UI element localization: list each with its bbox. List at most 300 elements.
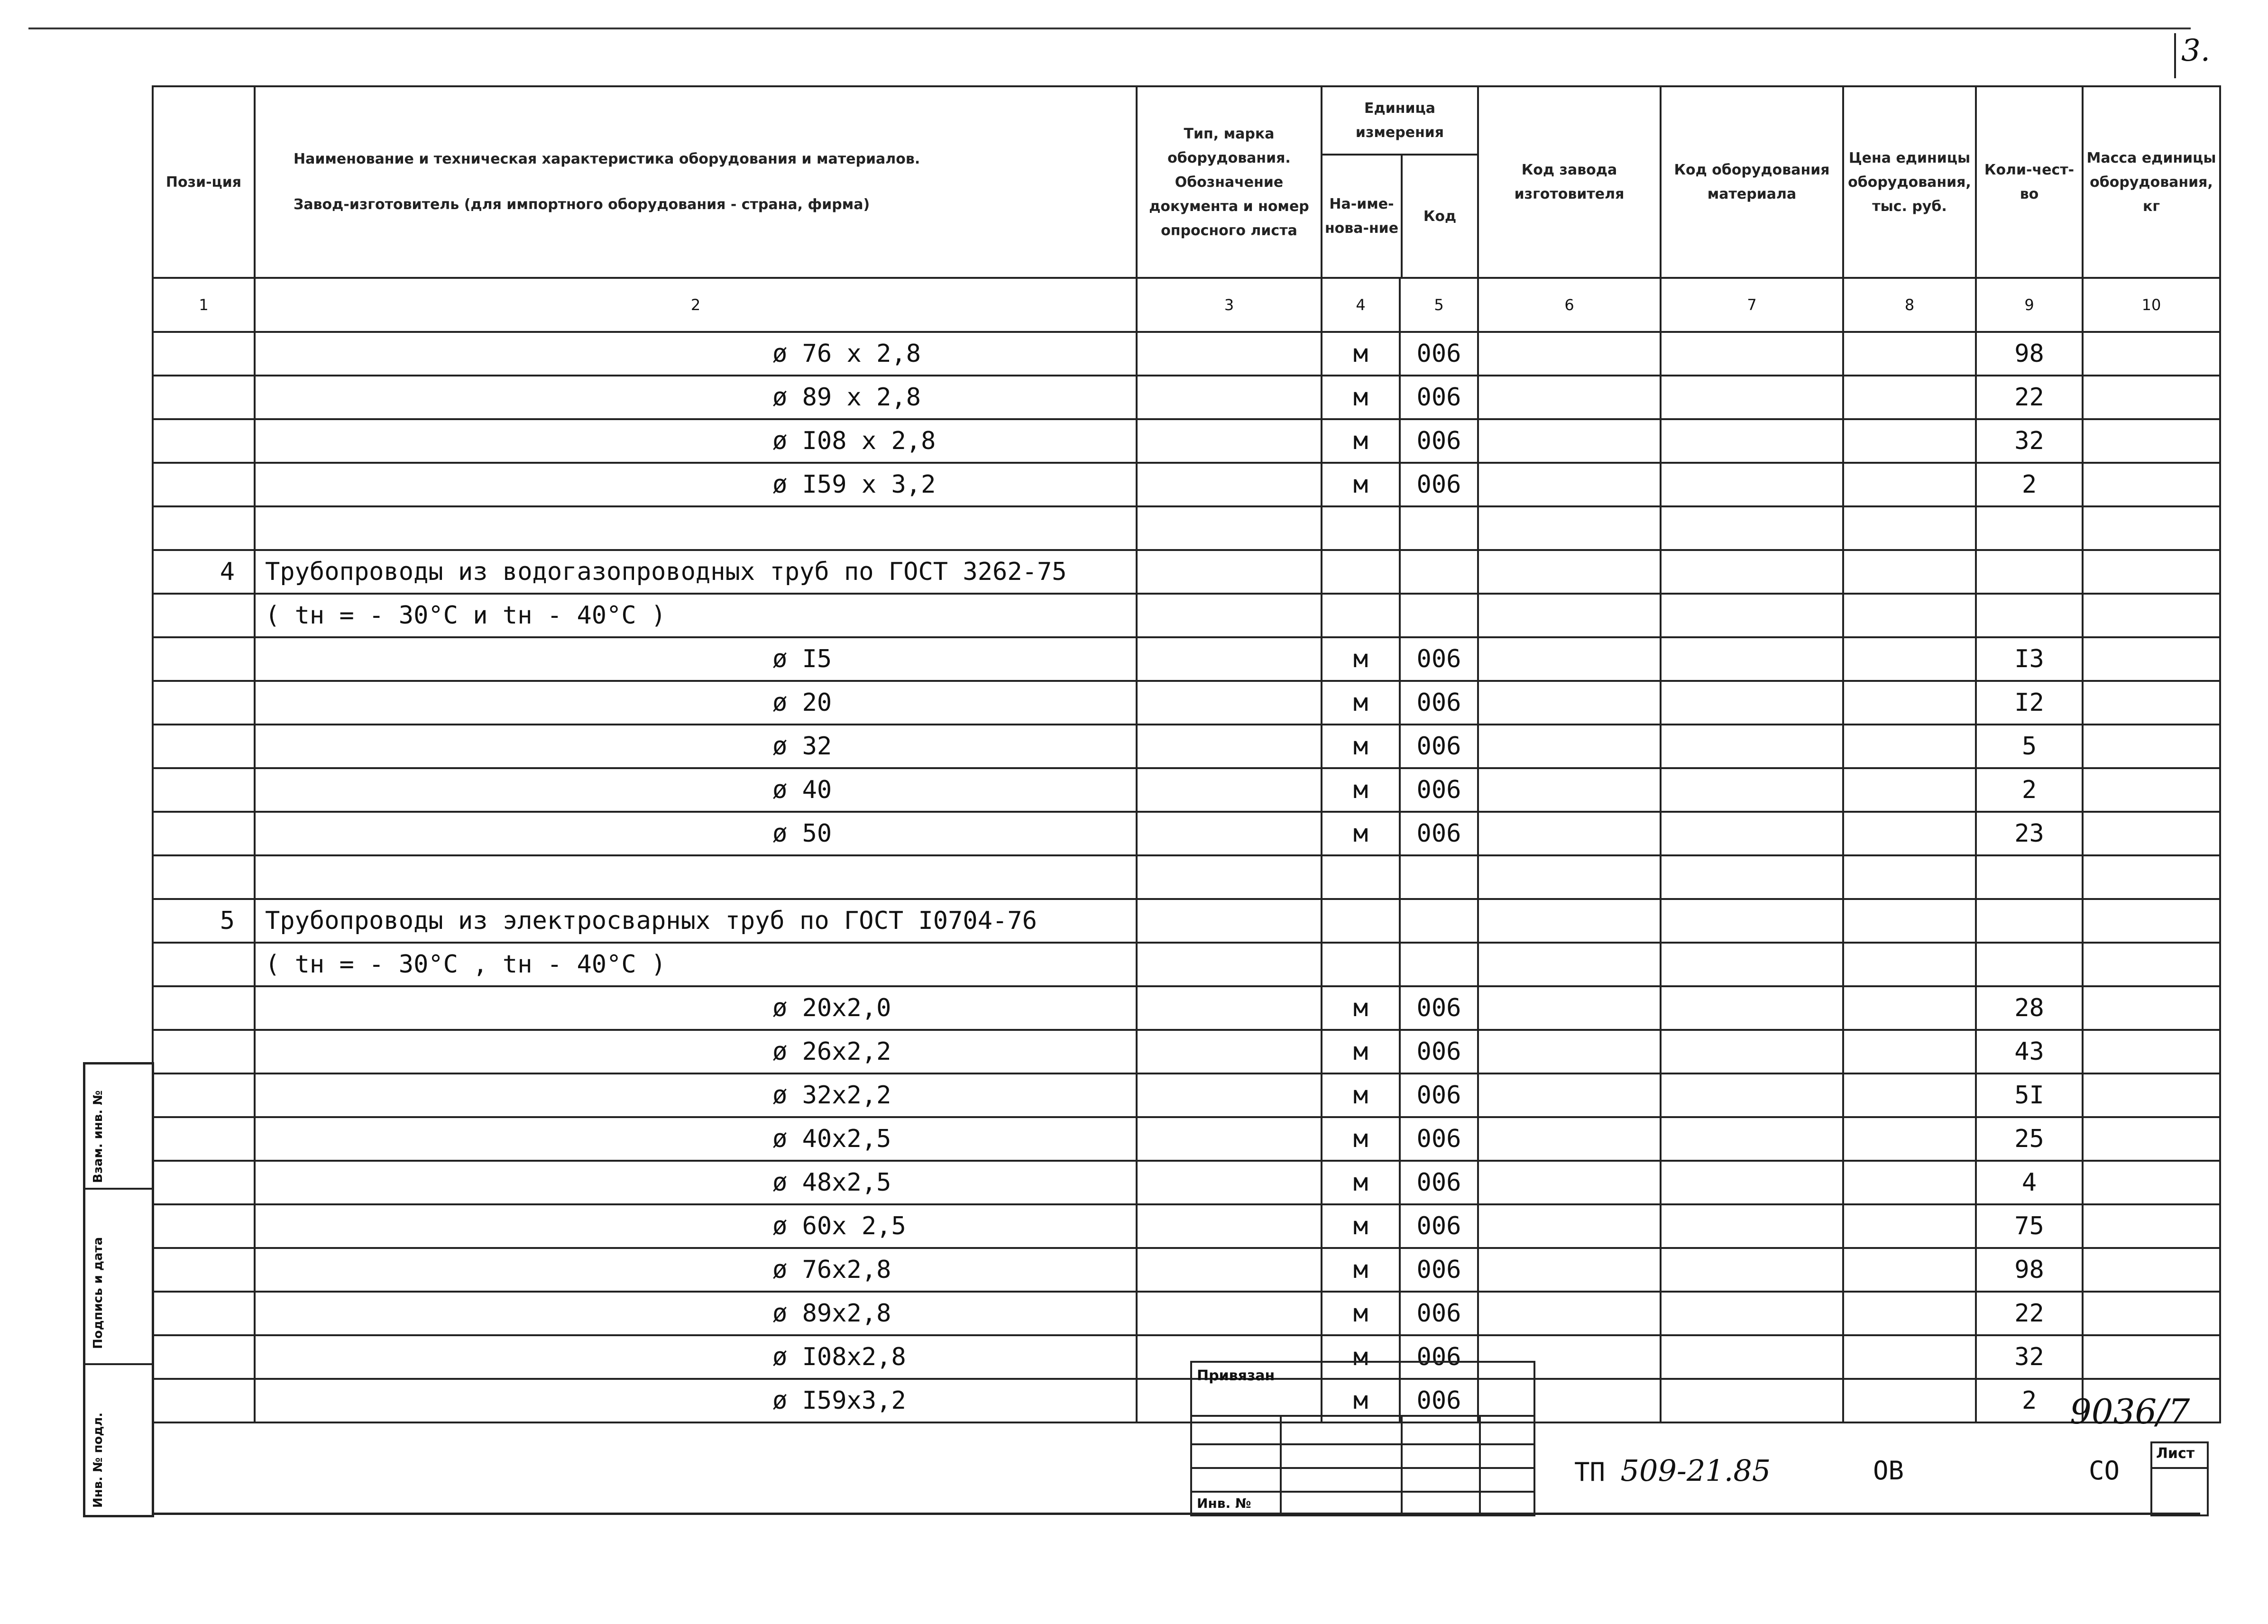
- row-code: 006: [1400, 812, 1478, 855]
- header-mass: Масса единицы оборудования, кг: [2083, 86, 2220, 278]
- row-type: [1137, 594, 1322, 637]
- row-price: [1843, 1073, 1976, 1117]
- row-price: [1843, 637, 1976, 681]
- side-stamp: [83, 1062, 154, 1517]
- row-equipment-code: [1661, 332, 1843, 376]
- table-row: [153, 855, 2220, 899]
- header-name: [255, 86, 1137, 278]
- table-row: [153, 463, 2220, 506]
- row-unit: [1322, 943, 1400, 986]
- header-plant-code: Код завода изготовителя: [1478, 86, 1661, 278]
- document-code: [1574, 1453, 1771, 1488]
- grid-line: [1192, 1415, 1533, 1417]
- row-item: ø 50: [255, 812, 1137, 855]
- row-mass: [2083, 419, 2220, 463]
- row-unit: [1322, 506, 1400, 550]
- row-equipment-code: [1661, 1248, 1843, 1292]
- row-mass: [2083, 637, 2220, 681]
- row-type: [1137, 899, 1322, 943]
- row-code: 006: [1400, 637, 1478, 681]
- row-unit: м: [1322, 768, 1400, 812]
- row-code: [1400, 506, 1478, 550]
- column-number: 3: [1137, 278, 1322, 332]
- row-unit: м: [1322, 376, 1400, 419]
- row-position: [153, 1248, 255, 1292]
- row-code: 006: [1400, 768, 1478, 812]
- row-item: ø 40: [255, 768, 1137, 812]
- row-plant-code: [1478, 812, 1661, 855]
- row-plant-code: [1478, 1248, 1661, 1292]
- row-plant-code: [1478, 1292, 1661, 1335]
- row-unit: м: [1322, 1335, 1400, 1379]
- row-item: ø 60х 2,5: [255, 1204, 1137, 1248]
- row-unit: [1322, 899, 1400, 943]
- row-equipment-code: [1661, 1292, 1843, 1335]
- row-code: [1400, 855, 1478, 899]
- table-row: [153, 1161, 2220, 1204]
- row-plant-code: [1478, 463, 1661, 506]
- header-quantity: Коли-чест-во: [1976, 86, 2083, 278]
- table-row: [153, 812, 2220, 855]
- row-quantity: [1976, 550, 2083, 594]
- row-code: 006: [1400, 725, 1478, 768]
- row-item: ø 20х2,0: [255, 986, 1137, 1030]
- row-position: [153, 463, 255, 506]
- row-position: [153, 725, 255, 768]
- row-mass: [2083, 768, 2220, 812]
- row-position: [153, 637, 255, 681]
- row-type: [1137, 855, 1322, 899]
- row-code: [1400, 550, 1478, 594]
- row-unit: м: [1322, 419, 1400, 463]
- grid-line: [1479, 1415, 1481, 1514]
- table-row: [153, 506, 2220, 550]
- row-equipment-code: [1661, 899, 1843, 943]
- header-name-line2: Завод-изготовитель (для импортного оборудования - страна, фирма): [294, 196, 870, 213]
- table-row: [153, 1292, 2220, 1335]
- row-quantity: [1976, 506, 2083, 550]
- row-equipment-code: [1661, 1117, 1843, 1161]
- row-type: [1137, 1030, 1322, 1073]
- row-quantity: 2: [1976, 463, 2083, 506]
- row-equipment-code: [1661, 550, 1843, 594]
- row-item: ø 32х2,2: [255, 1073, 1137, 1117]
- row-unit: м: [1322, 1292, 1400, 1335]
- row-price: [1843, 855, 1976, 899]
- row-position: [153, 1292, 255, 1335]
- row-item: ø I08 х 2,8: [255, 419, 1137, 463]
- row-name: ( tн = - 30°С , tн - 40°С ): [255, 943, 1137, 986]
- row-item: ø I08х2,8: [255, 1335, 1137, 1379]
- side-podpis-label: Подпись и дата: [91, 1237, 105, 1349]
- side-vzam-label: Взам. инв. №: [91, 1090, 105, 1183]
- row-item: ø 89х2,8: [255, 1292, 1137, 1335]
- row-quantity: 2: [1976, 768, 2083, 812]
- row-price: [1843, 463, 1976, 506]
- column-number: 7: [1661, 278, 1843, 332]
- row-equipment-code: [1661, 986, 1843, 1030]
- row-position: [153, 986, 255, 1030]
- row-quantity: [1976, 594, 2083, 637]
- row-equipment-code: [1661, 594, 1843, 637]
- row-position: [153, 1073, 255, 1117]
- row-plant-code: [1478, 725, 1661, 768]
- row-type: [1137, 812, 1322, 855]
- column-number: 5: [1400, 278, 1478, 332]
- row-unit: м: [1322, 1379, 1400, 1422]
- row-code: 006: [1400, 1161, 1478, 1204]
- header-unit-group: [1322, 86, 1478, 278]
- row-item: ø 26х2,2: [255, 1030, 1137, 1073]
- row-type: [1137, 943, 1322, 986]
- row-plant-code: [1478, 1117, 1661, 1161]
- grid-line: [1401, 1415, 1403, 1514]
- row-type: [1137, 986, 1322, 1030]
- row-position: [153, 812, 255, 855]
- document-prefix: ТП: [1574, 1457, 1606, 1487]
- row-mass: [2083, 943, 2220, 986]
- row-unit: м: [1322, 1073, 1400, 1117]
- row-code: 006: [1400, 1248, 1478, 1292]
- row-quantity: 5I: [1976, 1073, 2083, 1117]
- row-position: 4: [153, 550, 255, 594]
- table-row: [153, 332, 2220, 376]
- row-plant-code: [1478, 681, 1661, 725]
- row-mass: [2083, 855, 2220, 899]
- row-mass: [2083, 463, 2220, 506]
- row-mass: [2083, 506, 2220, 550]
- row-unit: м: [1322, 1161, 1400, 1204]
- row-item: ø 20: [255, 681, 1137, 725]
- row-plant-code: [1478, 986, 1661, 1030]
- row-price: [1843, 1248, 1976, 1292]
- row-unit: м: [1322, 332, 1400, 376]
- header-unit-title: Единица измерения: [1322, 87, 1477, 156]
- row-type: [1137, 637, 1322, 681]
- row-position: [153, 855, 255, 899]
- row-price: [1843, 725, 1976, 768]
- header-equipment-code: Код оборудования материала: [1661, 86, 1843, 278]
- row-equipment-code: [1661, 855, 1843, 899]
- row-type: [1137, 506, 1322, 550]
- row-position: [153, 768, 255, 812]
- header-name-line1: Наименование и техническая характеристика оборудования и материалов.: [294, 151, 920, 167]
- column-number: 8: [1843, 278, 1976, 332]
- row-code: 006: [1400, 1030, 1478, 1073]
- column-number: 4: [1322, 278, 1400, 332]
- row-code: [1400, 594, 1478, 637]
- row-code: 006: [1400, 681, 1478, 725]
- row-name: ( tн = - 30°С и tн - 40°С ): [255, 594, 1137, 637]
- row-mass: [2083, 681, 2220, 725]
- row-mass: [2083, 594, 2220, 637]
- row-quantity: 4: [1976, 1161, 2083, 1204]
- column-number-row: [153, 278, 2220, 332]
- row-equipment-code: [1661, 681, 1843, 725]
- row-unit: м: [1322, 1117, 1400, 1161]
- row-code: [1400, 943, 1478, 986]
- row-mass: [2083, 376, 2220, 419]
- row-unit: м: [1322, 986, 1400, 1030]
- table-body: [153, 332, 2220, 1422]
- header-unit-name: На-име-нова-ние: [1322, 156, 1403, 277]
- row-mass: [2083, 1117, 2220, 1161]
- row-quantity: 75: [1976, 1204, 2083, 1248]
- row-position: [153, 1204, 255, 1248]
- column-number: 2: [255, 278, 1137, 332]
- table-row: [153, 637, 2220, 681]
- table-row: [153, 1204, 2220, 1248]
- row-price: [1843, 594, 1976, 637]
- column-number: 9: [1976, 278, 2083, 332]
- grid-line: [1280, 1415, 1282, 1514]
- row-quantity: I2: [1976, 681, 2083, 725]
- table-row: [153, 1117, 2220, 1161]
- row-mass: [2083, 550, 2220, 594]
- row-equipment-code: [1661, 1030, 1843, 1073]
- corner-mark: 3.: [2181, 33, 2211, 68]
- row-type: [1137, 376, 1322, 419]
- row-quantity: 5: [1976, 725, 2083, 768]
- table-row: [153, 419, 2220, 463]
- document-mark-ov: ОВ: [1873, 1456, 1904, 1486]
- row-plant-code: [1478, 943, 1661, 986]
- corner-bar: [2174, 33, 2176, 78]
- row-code: 006: [1400, 332, 1478, 376]
- row-position: 5: [153, 899, 255, 943]
- row-name: [255, 855, 1137, 899]
- header-type: Тип, марка оборудования. Обозначение документа и номер опросного листа: [1137, 86, 1322, 278]
- row-mass: [2083, 1292, 2220, 1335]
- row-item: ø I59 х 3,2: [255, 463, 1137, 506]
- row-quantity: [1976, 855, 2083, 899]
- row-price: [1843, 506, 1976, 550]
- row-code: 006: [1400, 1292, 1478, 1335]
- document-mark-co: СО: [2089, 1456, 2120, 1486]
- row-type: [1137, 1161, 1322, 1204]
- row-code: 006: [1400, 1117, 1478, 1161]
- row-equipment-code: [1661, 943, 1843, 986]
- row-plant-code: [1478, 768, 1661, 812]
- table-row: [153, 550, 2220, 594]
- row-equipment-code: [1661, 376, 1843, 419]
- header-row: [153, 86, 2220, 278]
- row-plant-code: [1478, 899, 1661, 943]
- row-quantity: I3: [1976, 637, 2083, 681]
- specification-table: [152, 85, 2221, 1423]
- row-type: [1137, 1117, 1322, 1161]
- row-name: [255, 506, 1137, 550]
- bottom-frame: [152, 1332, 2200, 1515]
- row-equipment-code: [1661, 506, 1843, 550]
- row-type: [1137, 768, 1322, 812]
- row-unit: [1322, 550, 1400, 594]
- header-position: Пози-ция: [153, 86, 255, 278]
- grid-line: [1192, 1467, 1533, 1469]
- row-quantity: 2: [1976, 1379, 2083, 1422]
- row-mass: [2083, 812, 2220, 855]
- row-item: ø 89 х 2,8: [255, 376, 1137, 419]
- privyazan-box: [1190, 1361, 1535, 1516]
- row-item: ø I59х3,2: [255, 1379, 1137, 1422]
- row-plant-code: [1478, 332, 1661, 376]
- row-code: 006: [1400, 1379, 1478, 1422]
- row-plant-code: [1478, 1204, 1661, 1248]
- row-code: 006: [1400, 1204, 1478, 1248]
- row-quantity: [1976, 899, 2083, 943]
- row-type: [1137, 1292, 1322, 1335]
- row-position: [153, 1117, 255, 1161]
- row-equipment-code: [1661, 1204, 1843, 1248]
- row-equipment-code: [1661, 1161, 1843, 1204]
- row-code: [1400, 899, 1478, 943]
- row-type: [1137, 725, 1322, 768]
- row-position: [153, 943, 255, 986]
- row-unit: м: [1322, 1248, 1400, 1292]
- row-item: ø 76х2,8: [255, 1248, 1137, 1292]
- row-plant-code: [1478, 1073, 1661, 1117]
- privyazan-label: Привязан: [1197, 1367, 1275, 1384]
- row-quantity: [1976, 943, 2083, 986]
- row-price: [1843, 332, 1976, 376]
- table-row: [153, 986, 2220, 1030]
- table-row: [153, 725, 2220, 768]
- table-row: [153, 594, 2220, 637]
- row-price: [1843, 681, 1976, 725]
- row-equipment-code: [1661, 463, 1843, 506]
- list-label: Лист: [2156, 1445, 2195, 1462]
- table-row: [153, 681, 2220, 725]
- top-border-line: [28, 28, 2191, 29]
- row-unit: м: [1322, 637, 1400, 681]
- row-code: 006: [1400, 376, 1478, 419]
- row-unit: м: [1322, 1030, 1400, 1073]
- grid-line: [1192, 1443, 1533, 1445]
- row-price: [1843, 1204, 1976, 1248]
- row-item: ø 48х2,5: [255, 1161, 1137, 1204]
- row-plant-code: [1478, 550, 1661, 594]
- inv-label: Инв. №: [1197, 1496, 1251, 1511]
- row-type: [1137, 681, 1322, 725]
- row-plant-code: [1478, 855, 1661, 899]
- row-position: [153, 419, 255, 463]
- row-unit: м: [1322, 1204, 1400, 1248]
- table-row: [153, 899, 2220, 943]
- row-plant-code: [1478, 1161, 1661, 1204]
- row-price: [1843, 1030, 1976, 1073]
- row-name: Трубопроводы из электросварных труб по ГОСТ I0704-76: [255, 899, 1137, 943]
- table-row: [153, 1030, 2220, 1073]
- table-row: [153, 376, 2220, 419]
- header-price: Цена единицы оборудования, тыс. руб.: [1843, 86, 1976, 278]
- row-code: 006: [1400, 1073, 1478, 1117]
- table-row: [153, 1248, 2220, 1292]
- row-mass: [2083, 332, 2220, 376]
- row-item: ø I5: [255, 637, 1137, 681]
- row-equipment-code: [1661, 725, 1843, 768]
- row-item: ø 32: [255, 725, 1137, 768]
- row-unit: м: [1322, 812, 1400, 855]
- row-equipment-code: [1661, 1073, 1843, 1117]
- table-row: [153, 768, 2220, 812]
- row-position: [153, 1161, 255, 1204]
- column-number: 1: [153, 278, 255, 332]
- row-equipment-code: [1661, 768, 1843, 812]
- row-price: [1843, 419, 1976, 463]
- row-price: [1843, 550, 1976, 594]
- row-type: [1137, 332, 1322, 376]
- row-unit: м: [1322, 681, 1400, 725]
- row-mass: [2083, 899, 2220, 943]
- row-plant-code: [1478, 1030, 1661, 1073]
- row-quantity: 22: [1976, 1292, 2083, 1335]
- row-mass: [2083, 1073, 2220, 1117]
- row-mass: [2083, 725, 2220, 768]
- column-number: 10: [2083, 278, 2220, 332]
- row-quantity: 43: [1976, 1030, 2083, 1073]
- row-position: [153, 506, 255, 550]
- row-equipment-code: [1661, 637, 1843, 681]
- row-plant-code: [1478, 594, 1661, 637]
- row-position: [153, 376, 255, 419]
- row-price: [1843, 376, 1976, 419]
- row-price: [1843, 768, 1976, 812]
- table-row: [153, 1073, 2220, 1117]
- row-price: [1843, 1161, 1976, 1204]
- row-quantity: 23: [1976, 812, 2083, 855]
- row-quantity: 32: [1976, 419, 2083, 463]
- row-type: [1137, 419, 1322, 463]
- row-price: [1843, 812, 1976, 855]
- row-mass: [2083, 1248, 2220, 1292]
- header-unit-code: Код: [1423, 208, 1457, 225]
- list-box: [2150, 1441, 2209, 1516]
- row-code: 006: [1400, 1335, 1478, 1379]
- row-unit: м: [1322, 725, 1400, 768]
- row-type: [1137, 550, 1322, 594]
- row-name: Трубопроводы из водогазопроводных труб по ГОСТ 3262-75: [255, 550, 1137, 594]
- row-quantity: 98: [1976, 332, 2083, 376]
- row-code: 006: [1400, 419, 1478, 463]
- grid-line: [1192, 1491, 1533, 1493]
- row-equipment-code: [1661, 812, 1843, 855]
- row-item: ø 40х2,5: [255, 1117, 1137, 1161]
- row-price: [1843, 1117, 1976, 1161]
- row-type: [1137, 1073, 1322, 1117]
- row-unit: м: [1322, 463, 1400, 506]
- sheet-number: 9036/7: [2070, 1392, 2190, 1431]
- row-quantity: 25: [1976, 1117, 2083, 1161]
- row-quantity: 98: [1976, 1248, 2083, 1292]
- row-type: [1137, 1248, 1322, 1292]
- row-plant-code: [1478, 506, 1661, 550]
- row-mass: [2083, 1204, 2220, 1248]
- side-inv-label: Инв. № подл.: [91, 1412, 105, 1508]
- table-row: [153, 943, 2220, 986]
- row-price: [1843, 943, 1976, 986]
- row-position: [153, 681, 255, 725]
- row-mass: [2083, 986, 2220, 1030]
- row-unit: [1322, 594, 1400, 637]
- row-position: [153, 594, 255, 637]
- row-quantity: 28: [1976, 986, 2083, 1030]
- row-price: [1843, 899, 1976, 943]
- row-equipment-code: [1661, 419, 1843, 463]
- document-number: 509-21.85: [1620, 1453, 1771, 1488]
- row-price: [1843, 1292, 1976, 1335]
- row-mass: [2083, 1161, 2220, 1204]
- row-mass: [2083, 1030, 2220, 1073]
